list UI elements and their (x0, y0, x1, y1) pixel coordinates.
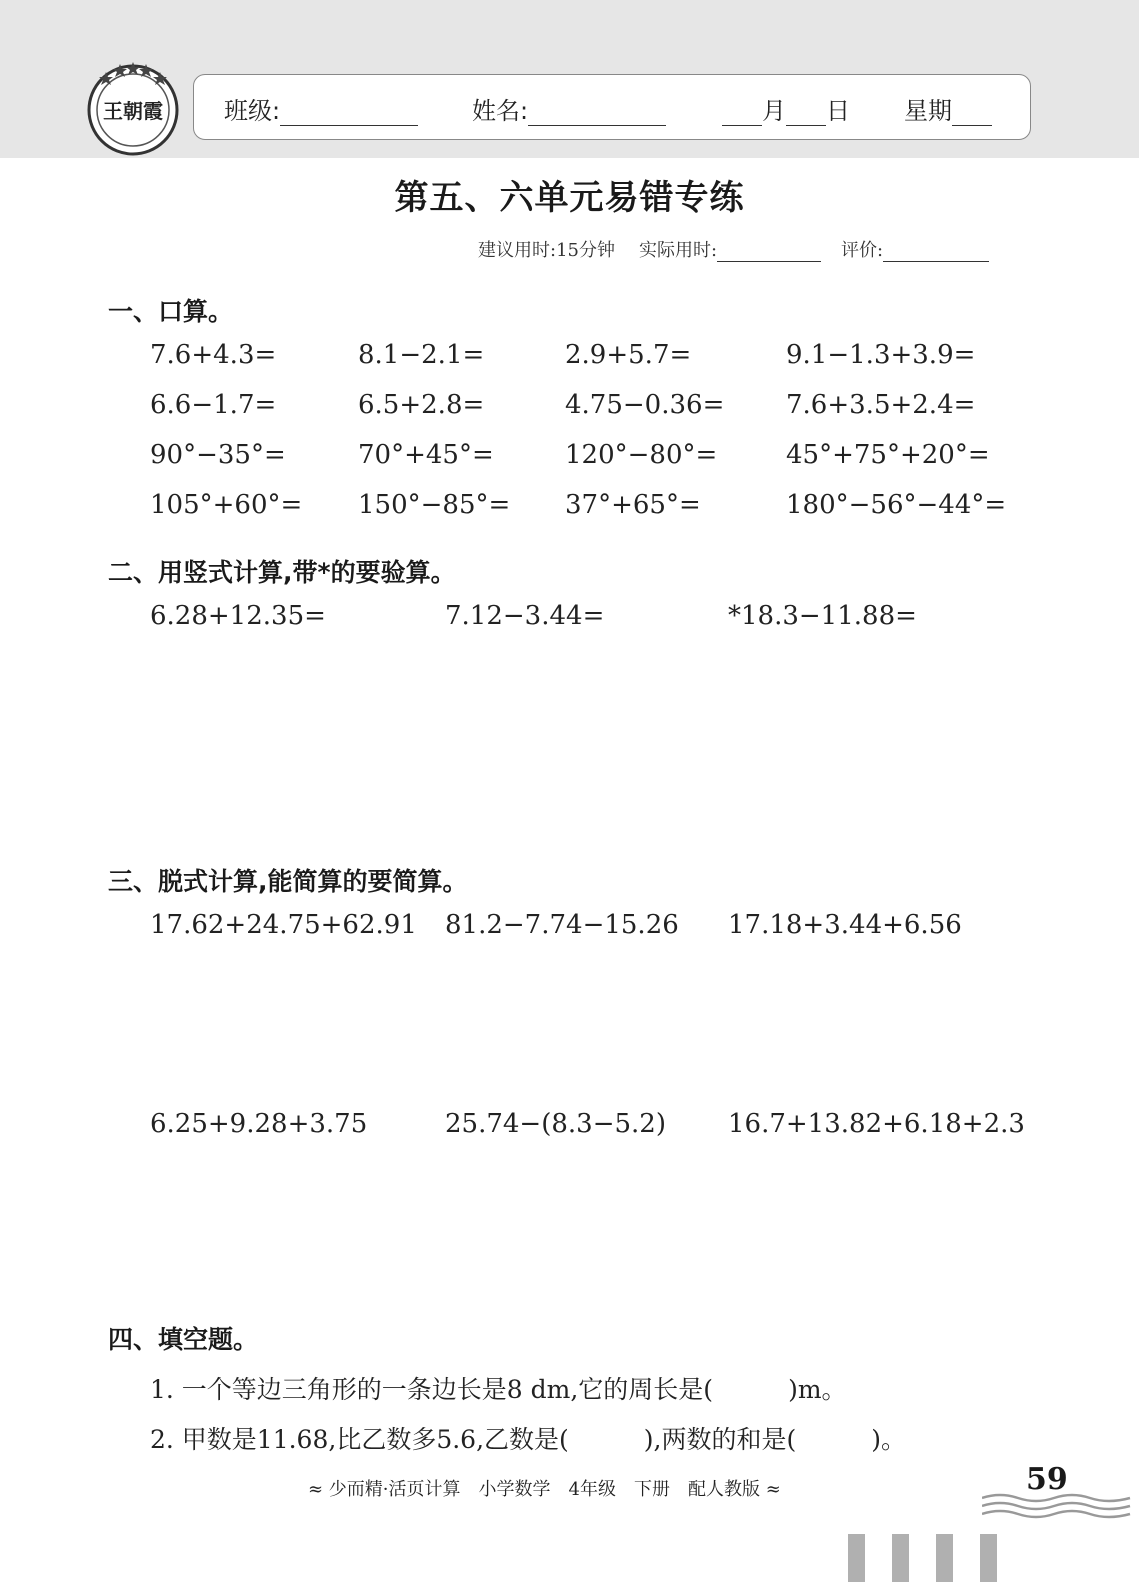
edge-tab (936, 1534, 953, 1582)
oral-problem: 180°−56°−44°= (786, 490, 1007, 520)
rating-blank[interactable] (883, 241, 989, 262)
stepwise-problem: 16.7+13.82+6.18+2.3 (728, 1109, 1025, 1139)
section2-heading: 二、用竖式计算,带*的要验算。 (108, 558, 456, 587)
page-number: 59 (1026, 1462, 1068, 1497)
oral-problem: 2.9+5.7= (565, 340, 692, 370)
footer-series: ≈ 少而精·活页计算 小学数学 4年级 下册 配人教版 ≈ (308, 1479, 781, 1500)
fill-question-2: 2. 甲数是11.68,比乙数多5.6,乙数是( ),两数的和是( )。 (150, 1425, 906, 1454)
oral-problem: 7.6+4.3= (150, 340, 277, 370)
oral-problem: 9.1−1.3+3.9= (786, 340, 976, 370)
edge-tab (892, 1534, 909, 1582)
section1-heading: 一、口算。 (108, 297, 234, 326)
wave-decoration (982, 1490, 1132, 1522)
oral-problem: 37°+65°= (565, 490, 701, 520)
rating-label: 评价: (841, 240, 884, 261)
oral-problem: 105°+60°= (150, 490, 303, 520)
stepwise-problem: 25.74−(8.3−5.2) (445, 1109, 666, 1139)
class-label: 班级: (224, 97, 281, 125)
svg-text:王朝霞: 王朝霞 (103, 99, 163, 123)
oral-problem: 120°−80°= (565, 440, 718, 470)
name-label: 姓名: (472, 97, 529, 125)
oral-problem: 150°−85°= (358, 490, 511, 520)
oral-problem: 4.75−0.36= (565, 390, 725, 420)
name-blank[interactable] (528, 99, 666, 126)
day-label: 日 (826, 97, 850, 125)
week-label: 星期 (904, 97, 952, 125)
stepwise-problem: 81.2−7.74−15.26 (445, 910, 679, 940)
actual-time-label: 实际用时: (638, 240, 718, 261)
month-label: 月 (762, 97, 786, 125)
actual-time-blank[interactable] (717, 241, 821, 262)
suggested-time: 建议用时:15分钟 (478, 240, 615, 261)
section3-heading: 三、脱式计算,能简算的要简算。 (108, 867, 468, 896)
publisher-logo (84, 58, 182, 156)
month-blank[interactable] (722, 99, 762, 126)
oral-problem: 6.5+2.8= (358, 390, 485, 420)
oral-problem: 8.1−2.1= (358, 340, 485, 370)
vertical-calc-problem: 7.12−3.44= (445, 601, 605, 631)
stepwise-problem: 6.25+9.28+3.75 (150, 1109, 368, 1139)
section4-heading: 四、填空题。 (108, 1325, 259, 1354)
stepwise-problem: 17.18+3.44+6.56 (728, 910, 962, 940)
oral-problem: 45°+75°+20°= (786, 440, 990, 470)
day-blank[interactable] (786, 99, 826, 126)
stepwise-problem: 17.62+24.75+62.91 (150, 910, 417, 940)
week-blank[interactable] (952, 99, 992, 126)
vertical-calc-problem: *18.3−11.88= (728, 601, 917, 631)
edge-tab (848, 1534, 865, 1582)
oral-problem: 90°−35°= (150, 440, 286, 470)
fill-question-1: 1. 一个等边三角形的一条边长是8 dm,它的周长是( )m。 (150, 1375, 847, 1404)
student-info-box (193, 74, 1031, 140)
oral-problem: 6.6−1.7= (150, 390, 277, 420)
timing-line (478, 236, 989, 262)
oral-problem: 70°+45°= (358, 440, 494, 470)
page-title: 第五、六单元易错专练 (394, 178, 745, 218)
vertical-calc-problem: 6.28+12.35= (150, 601, 326, 631)
oral-problem: 7.6+3.5+2.4= (786, 390, 976, 420)
class-blank[interactable] (280, 99, 418, 126)
edge-tab (980, 1534, 997, 1582)
